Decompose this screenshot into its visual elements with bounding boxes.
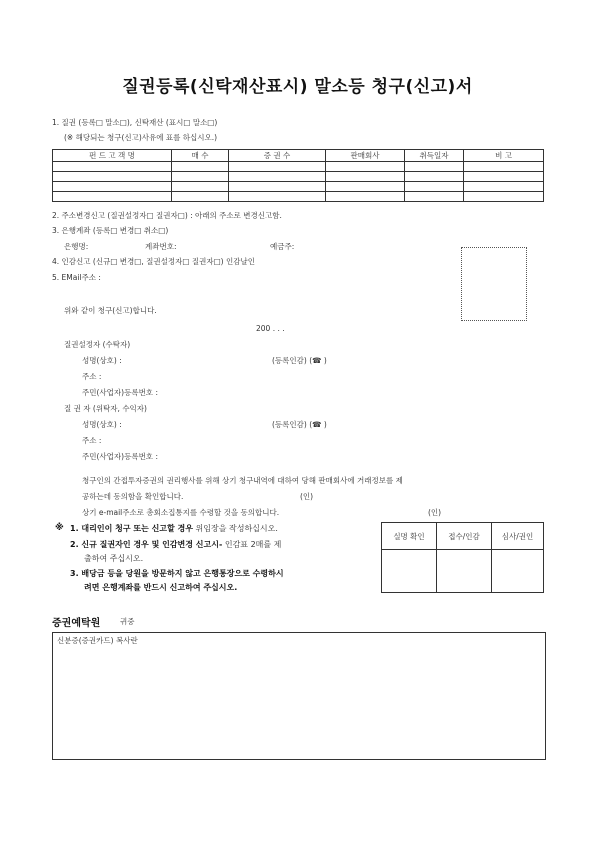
table-row[interactable]: [53, 162, 544, 172]
item-3-bank-account: 3. 은행계좌 (등록□ 변경□ 취소□): [52, 226, 169, 235]
header-securities: 증 권 수: [229, 150, 326, 162]
approval-stamp-cell[interactable]: [437, 550, 492, 593]
request-statement: 위와 같이 청구(신고)합니다.: [64, 306, 157, 315]
consent-line-2: 공하는데 동의함을 확인합니다.: [82, 492, 184, 501]
table-header-row: [53, 150, 544, 162]
consent-line-1: 청구인의 간접투자증권의 권리행사를 위해 상기 청구내역에 대하여 당해 판매회사에 거래정보를 제: [82, 476, 403, 485]
seal-stamp-box[interactable]: [461, 247, 527, 321]
approval-stamp-cell[interactable]: [382, 550, 437, 593]
note-3-line-1: 3. 배당금 등을 당원을 방문하지 않고 은행통장으로 수령하시: [70, 569, 284, 578]
pledgor-reg-no-label: 주민(사업자)등록번호 :: [82, 388, 158, 397]
table-row[interactable]: [53, 182, 544, 192]
table-row[interactable]: [53, 172, 544, 182]
recipient-suffix: 귀중: [120, 617, 135, 626]
depositor-label: 예금주:: [270, 242, 295, 251]
pledgee-name-label: 성명(상호) :: [82, 420, 122, 429]
header-acquired-date: 취득일자: [405, 150, 464, 162]
pledgee-reg-no-label: 주민(사업자)등록번호 :: [82, 452, 158, 461]
id-copy-area[interactable]: [52, 632, 546, 760]
email-consent-line: 상기 e-mail주소로 총회소집통지를 수령할 것을 동의합니다.: [82, 508, 280, 517]
note-3-line-2: 려면 은행계좌를 반드시 신고하여 주십시오.: [84, 583, 238, 592]
note-2-line-2: 출하여 주십시오.: [84, 554, 144, 563]
item-5-email: 5. EMail주소 :: [52, 273, 101, 282]
id-copy-label: 신분증(증권카드) 복사란: [57, 636, 138, 645]
note-1: 1. 대리인이 청구 또는 신고할 경우 위임장을 작성하십시오.: [70, 524, 278, 533]
note-2: 2. 신규 질권자인 경우 및 인감변경 신고시- 인감표 2매를 제: [70, 540, 282, 549]
date-line: 200 . . .: [256, 324, 285, 333]
consent-seal-1: (인): [300, 492, 314, 501]
item-1-pledge-type: 1. 질권 (등록□ 말소□), 신탁재산 (표시□ 말소□): [52, 118, 218, 127]
header-seller: 판매회사: [326, 150, 405, 162]
pledgor-seal-phone: (등록인감) (☎ ): [272, 356, 327, 365]
page-title: 질권등록(신탁재산표시) 말소등 청구(신고)서: [122, 77, 473, 97]
fund-table: [52, 149, 544, 202]
approval-receipt-seal: 접수/인감: [437, 523, 492, 550]
item-2-address-change: 2. 주소변경신고 (질권설정자□ 질권자□) : 아래의 주소로 변경신고함.: [52, 211, 282, 220]
approval-review: 심사/권인: [492, 523, 544, 550]
pledgee-seal-phone: (등록인감) (☎ ): [272, 420, 327, 429]
approval-realname-check: 실명 확인: [382, 523, 437, 550]
item-4-seal-report: 4. 인감신고 (신규□ 변경□, 질권설정자□ 질권자□) 인감날인: [52, 257, 255, 266]
consent-seal-2: (인): [428, 508, 442, 517]
header-fund-customer: 펀 드 고 객 명: [53, 150, 172, 162]
item-1-note: (※ 해당되는 청구(신고)사유에 표를 하십시오.): [64, 133, 218, 142]
approval-table: [381, 522, 544, 593]
notes-mark: ※: [55, 523, 64, 533]
recipient-org: 증권예탁원: [52, 618, 101, 629]
bank-name-label: 은행명:: [64, 242, 89, 251]
pledgor-name-label: 성명(상호) :: [82, 356, 122, 365]
pledgee-heading: 질 권 자 (위탁자, 수익자): [64, 404, 147, 413]
account-number-label: 계좌번호:: [145, 242, 177, 251]
approval-stamp-cell[interactable]: [492, 550, 544, 593]
pledgor-heading: 질권설정자 (수탁자): [64, 340, 131, 349]
pledgee-address-label: 주소 :: [82, 436, 102, 445]
table-row[interactable]: [53, 192, 544, 202]
header-remarks: 비 고: [464, 150, 544, 162]
header-shares: 매 수: [172, 150, 229, 162]
pledgor-address-label: 주소 :: [82, 372, 102, 381]
